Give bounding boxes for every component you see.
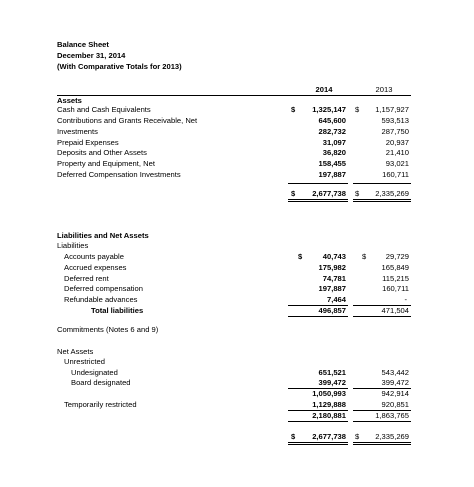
board-designated-label: Board designated: [71, 378, 131, 387]
temporarily-restricted-label: Temporarily restricted: [64, 400, 137, 409]
liability-row-label: Accounts payable: [64, 252, 124, 261]
grand-total-2013: 2,335,269: [375, 432, 409, 441]
report-date: December 31, 2014: [57, 51, 126, 60]
asset-row-label: Contributions and Grants Receivable, Net: [57, 116, 198, 125]
grand-total-2014: 2,677,738: [312, 432, 346, 441]
liability-row-2014: 74,781: [322, 274, 346, 283]
liabilities-heading: Liabilities and Net Assets: [57, 231, 149, 240]
unrestricted-subheading: Unrestricted: [64, 357, 105, 366]
double-rule-2014: [288, 199, 348, 202]
dollar-sign: $: [355, 432, 360, 441]
liability-row-2014: 197,887: [318, 284, 346, 293]
assets-heading: Assets: [57, 96, 82, 105]
dollar-sign: $: [291, 432, 296, 441]
asset-row-2014: 158,455: [318, 159, 346, 168]
asset-row-2013: 21,410: [385, 148, 409, 157]
liability-row-label: Refundable advances: [64, 295, 138, 304]
dollar-sign: $: [291, 105, 296, 114]
double-rule-2013: [353, 199, 411, 202]
asset-row-2014: 645,600: [318, 116, 346, 125]
asset-row-label: Deposits and Other Assets: [57, 148, 147, 157]
asset-row-2014: 31,097: [322, 138, 346, 147]
column-header-2014: 2014: [315, 85, 333, 94]
undesignated-2013: 543,442: [381, 368, 409, 377]
asset-row-2014: 36,820: [322, 148, 346, 157]
liability-row-2013: -: [404, 295, 407, 304]
asset-row-2013: 593,513: [381, 116, 409, 125]
undesignated-2014: 651,521: [318, 368, 346, 377]
dollar-sign: $: [355, 105, 360, 114]
report-subtitle: (With Comparative Totals for 2013): [57, 62, 182, 71]
asset-row-label: Deferred Compensation Investments: [57, 170, 181, 179]
report-title: Balance Sheet: [57, 40, 109, 49]
net-assets-total-2014: 2,180,881: [312, 411, 346, 420]
liability-row-2014: 7,464: [326, 295, 346, 304]
unrestricted-total-2014: 1,050,993: [312, 389, 346, 398]
dollar-sign: $: [362, 252, 367, 261]
liability-row-label: Deferred rent: [64, 274, 109, 283]
asset-row-label: Prepaid Expenses: [57, 138, 119, 147]
dollar-sign: $: [355, 189, 360, 198]
header-rule: [57, 95, 411, 96]
board-designated-2013: 399,472: [381, 378, 409, 387]
total-underline-2013: [353, 316, 411, 317]
unrestricted-total-2013: 942,914: [381, 389, 409, 398]
liabilities-subheading: Liabilities: [57, 241, 89, 250]
liability-row-2014: 40,743: [322, 252, 346, 261]
net-assets-underline-2013: [353, 421, 411, 422]
temporarily-restricted-2013: 920,851: [381, 400, 409, 409]
liability-row-2014: 175,982: [318, 263, 346, 272]
net-assets-heading: Net Assets: [57, 347, 94, 356]
liability-row-2013: 165,849: [381, 263, 409, 272]
liability-row-2013: 160,711: [382, 284, 409, 293]
total-rule-2014: [288, 183, 348, 184]
dollar-sign: $: [291, 189, 296, 198]
temporarily-restricted-2014: 1,129,888: [312, 400, 346, 409]
commitments-note: Commitments (Notes 6 and 9): [57, 325, 159, 334]
net-assets-underline-2014: [288, 421, 348, 422]
total-assets-2013: 2,335,269: [375, 189, 409, 198]
total-liabilities-2013: 471,504: [381, 306, 409, 315]
grand-double-rule-2014: [288, 442, 348, 445]
undesignated-label: Undesignated: [71, 368, 118, 377]
total-liabilities-2014: 496,857: [318, 306, 346, 315]
asset-row-2014: 282,732: [318, 127, 346, 136]
net-assets-total-2013: 1,863,765: [375, 411, 409, 420]
asset-row-2013: 20,937: [385, 138, 409, 147]
total-assets-2014: 2,677,738: [312, 189, 346, 198]
board-designated-2014: 399,472: [318, 378, 346, 387]
dollar-sign: $: [298, 252, 303, 261]
total-underline-2014: [288, 316, 348, 317]
asset-row-label: Cash and Cash Equivalents: [57, 105, 151, 114]
total-liabilities-label: Total liabilities: [91, 306, 144, 315]
asset-row-2013: 160,711: [382, 170, 409, 179]
column-header-2013: 2013: [375, 85, 393, 94]
liability-row-label: Deferred compensation: [64, 284, 143, 293]
asset-row-2014: 1,325,147: [312, 105, 346, 114]
asset-row-label: Property and Equipment, Net: [57, 159, 155, 168]
liability-row-label: Accrued expenses: [64, 263, 127, 272]
liability-row-2013: 29,729: [385, 252, 409, 261]
asset-row-2013: 93,021: [385, 159, 409, 168]
asset-row-label: Investments: [57, 127, 98, 136]
grand-double-rule-2013: [353, 442, 411, 445]
total-rule-2013: [353, 183, 411, 184]
asset-row-2013: 287,750: [381, 127, 409, 136]
asset-row-2014: 197,887: [318, 170, 346, 179]
asset-row-2013: 1,157,927: [375, 105, 409, 114]
liability-row-2013: 115,215: [382, 274, 409, 283]
